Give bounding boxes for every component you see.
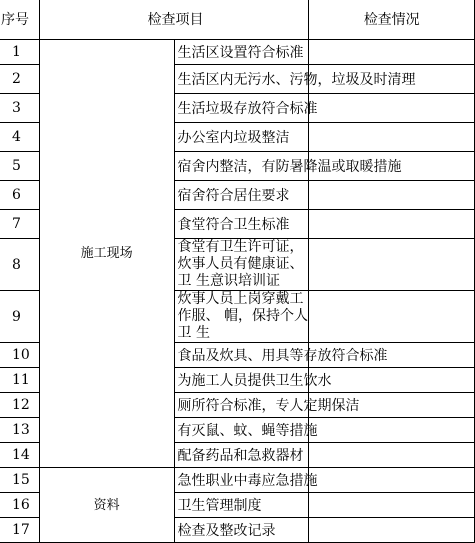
row-item: 厕所符合标准，专人定期保洁 xyxy=(174,393,309,418)
row-no: 10 xyxy=(0,343,39,368)
row-result-cell[interactable] xyxy=(309,123,475,152)
row-no: 3 xyxy=(0,94,39,123)
row-result-cell[interactable] xyxy=(309,291,475,343)
row-result-cell[interactable] xyxy=(309,181,475,210)
row-result-cell[interactable] xyxy=(309,368,475,393)
row-no: 5 xyxy=(0,152,39,181)
row-result-cell[interactable] xyxy=(309,443,475,468)
row-no: 14 xyxy=(0,443,39,468)
row-no: 8 xyxy=(0,239,39,291)
category-site-label: 施工现场 xyxy=(80,246,133,261)
row-result-cell[interactable] xyxy=(309,210,475,239)
row-item: 炊事人员上岗穿戴工作服、 帽，保持个人卫 生 xyxy=(174,291,309,343)
header-item: 检查项目 xyxy=(39,0,309,40)
row-item: 配备药品和急救器材 xyxy=(174,443,309,468)
row-no: 15 xyxy=(0,468,39,493)
row-no: 6 xyxy=(0,181,39,210)
row-no: 11 xyxy=(0,368,39,393)
row-item: 食堂符合卫生标准 xyxy=(174,210,309,239)
row-no: 4 xyxy=(0,123,39,152)
row-no: 17 xyxy=(0,518,39,543)
row-result-cell[interactable] xyxy=(309,518,475,543)
row-no: 13 xyxy=(0,418,39,443)
row-no: 16 xyxy=(0,493,39,518)
row-item: 食品及炊具、用具等存放符合标准 xyxy=(174,343,309,368)
row-item: 宿舍符合居住要求 xyxy=(174,181,309,210)
row-item: 为施工人员提供卫生饮水 xyxy=(174,368,309,393)
row-result-cell[interactable] xyxy=(309,94,475,123)
row-result-cell[interactable] xyxy=(309,40,475,65)
category-site xyxy=(39,40,174,468)
row-item: 急性职业中毒应急措施 xyxy=(174,468,309,493)
row-item: 宿舍内整洁，有防暑降温或取暖措施 xyxy=(174,152,309,181)
table-row xyxy=(0,40,475,65)
row-result-cell[interactable] xyxy=(309,418,475,443)
row-item: 生活垃圾存放符合标准 xyxy=(174,94,309,123)
row-no: 1 xyxy=(0,40,39,65)
row-no: 12 xyxy=(0,393,39,418)
row-result-cell[interactable] xyxy=(309,468,475,493)
header-no: 序号 xyxy=(0,0,39,40)
row-item: 检查及整改记录 xyxy=(174,518,309,543)
row-item: 有灭鼠、蚊、蝇等措施 xyxy=(174,418,309,443)
row-no: 2 xyxy=(0,65,39,94)
row-no: 9 xyxy=(0,291,39,343)
row-item: 卫生管理制度 xyxy=(174,493,309,518)
row-item: 办公室内垃圾整洁 xyxy=(174,123,309,152)
category-docs-label: 资料 xyxy=(93,497,120,513)
category-docs xyxy=(39,468,174,543)
row-item: 食堂有卫生许可证， 炊事人员有健康证、卫 生意识培训证 xyxy=(174,239,309,291)
header-result: 检查情况 xyxy=(309,0,475,40)
row-result-cell[interactable] xyxy=(309,493,475,518)
row-result-cell[interactable] xyxy=(309,239,475,291)
header-row xyxy=(0,0,475,40)
row-item: 生活区内无污水、污物，垃圾及时清理 xyxy=(174,65,309,94)
row-item: 生活区设置符合标准 xyxy=(174,40,309,65)
table-row xyxy=(0,468,475,493)
row-no: 7 xyxy=(0,210,39,239)
